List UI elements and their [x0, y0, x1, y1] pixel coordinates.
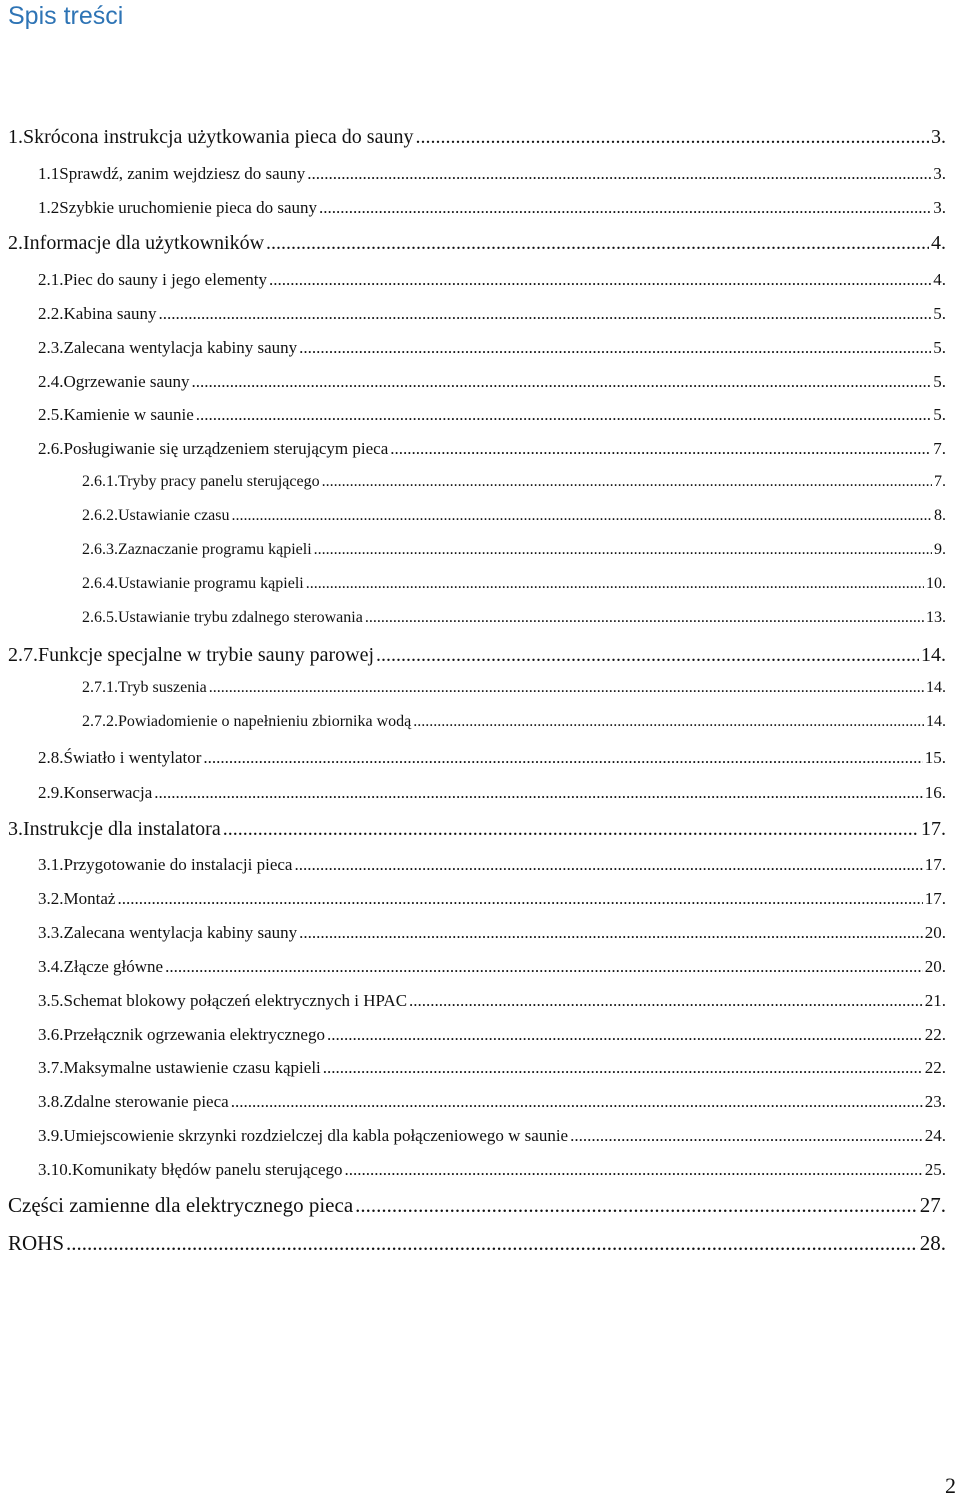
toc-entry-page: 4. [933, 270, 946, 289]
toc-leader-dots [355, 1193, 918, 1218]
toc-entry-title: Ustawianie trybu zdalnego sterowania [118, 609, 363, 626]
toc-entry-title: Ustawianie czasu [118, 507, 230, 524]
toc-leader-dots [231, 1092, 923, 1112]
toc-entry-title: Przygotowanie do instalacji pieca [63, 855, 293, 874]
toc-leader-dots [159, 304, 932, 324]
toc-entry-page: 5. [933, 304, 946, 323]
toc-entry-title: Sprawdź, zanim wejdziesz do sauny [59, 164, 306, 183]
toc-entry-number: 3. [8, 818, 23, 840]
toc-entry[interactable] [38, 405, 946, 425]
toc-entry-number: 2.2. [38, 304, 64, 323]
toc-entry-title: Przełącznik ogrzewania elektrycznego [63, 1025, 325, 1044]
toc-leader-dots [232, 507, 932, 525]
toc-entry[interactable] [38, 1160, 946, 1180]
toc-entry-page: 20. [924, 957, 946, 976]
toc-entry-number: 3.8. [38, 1092, 64, 1111]
toc-leader-dots [299, 923, 923, 943]
toc-leader-dots [390, 439, 931, 459]
toc-entry[interactable] [82, 609, 946, 627]
toc-entry[interactable] [38, 270, 946, 290]
toc-entry[interactable] [82, 507, 946, 525]
toc-leader-dots [66, 1231, 918, 1256]
toc-entry-page: 22. [924, 1058, 946, 1077]
toc-entry-page: 22. [924, 1025, 946, 1044]
toc-entry[interactable] [38, 164, 946, 184]
toc-leader-dots [203, 748, 922, 768]
toc-entry-page: 3. [933, 164, 946, 183]
toc-entry-number: 3.2. [38, 889, 64, 908]
toc-entry[interactable] [8, 126, 946, 149]
toc-leader-dots [409, 991, 923, 1011]
toc-entry-number: 3.5. [38, 991, 64, 1010]
toc-leader-dots [165, 957, 923, 977]
toc-entry[interactable] [38, 1058, 946, 1078]
toc-entry-title: Tryby pracy panelu sterującego [118, 473, 320, 490]
toc-entry-page: 15. [924, 748, 946, 767]
toc-entry[interactable] [38, 1092, 946, 1112]
toc-entry-page: 27. [919, 1193, 946, 1217]
toc-entry-page: 10. [926, 575, 946, 592]
toc-leader-dots [192, 372, 932, 392]
toc-entry-page: 14. [926, 679, 946, 696]
toc-entry-title: Kamienie w saunie [63, 405, 194, 424]
toc-entry-number: 2.7. [8, 644, 38, 666]
toc-entry-page: 8. [934, 507, 946, 524]
toc-entry[interactable] [38, 198, 946, 218]
toc-entry[interactable] [82, 541, 946, 559]
toc-entry-number: 2.5. [38, 405, 64, 424]
toc-entry-title: Funkcje specjalne w trybie sauny parowej [38, 644, 375, 666]
toc-entry-number: 2.6.5. [82, 609, 118, 626]
toc-entry-title: Szybkie uruchomienie pieca do sauny [59, 198, 318, 217]
toc-leader-dots [209, 679, 924, 697]
page-number: 2 [945, 1473, 956, 1498]
toc-entry-title: Piec do sauny i jego elementy [63, 270, 267, 289]
toc-entry-title: Posługiwanie się urządzeniem sterującym pieca [63, 439, 389, 458]
toc-entry-page: 13. [926, 609, 946, 626]
toc-leader-dots [322, 473, 932, 491]
toc-entry-title: Części zamienne dla elektrycznego pieca [8, 1193, 354, 1217]
toc-leader-dots [415, 126, 929, 149]
toc-entry-number: 3.10. [38, 1160, 72, 1179]
toc-entry[interactable] [38, 889, 946, 909]
toc-leader-dots [306, 575, 924, 593]
toc-entry-number: 1. [8, 126, 23, 148]
toc-entry-title: Powiadomienie o napełnieniu zbiornika wodą [118, 713, 412, 730]
toc-entry[interactable] [38, 991, 946, 1011]
toc-entry-title: Schemat blokowy połączeń elektrycznych i HPAC [63, 991, 408, 1010]
toc-entry-page: 3. [931, 126, 946, 148]
toc-entry-title: Światło i wentylator [63, 748, 202, 767]
toc-leader-dots [365, 609, 924, 627]
toc-entry-page: 14. [921, 644, 946, 666]
toc-entry-title: Tryb suszenia [118, 679, 207, 696]
toc-leader-dots [117, 889, 922, 909]
toc-entry-title: Montaż [63, 889, 116, 908]
toc-leader-dots [376, 644, 919, 667]
toc-entry[interactable] [38, 957, 946, 977]
toc-entry[interactable] [38, 783, 946, 803]
page-title: Spis treści [8, 2, 124, 30]
toc-entry-page: 17. [921, 818, 946, 840]
toc-entry[interactable] [38, 855, 946, 875]
toc-leader-dots [413, 713, 924, 731]
toc-entry-number: 2.9. [38, 783, 64, 802]
toc-leader-dots [294, 855, 922, 875]
toc-entry-number: 1.2 [38, 198, 60, 217]
toc-entry-page: 25. [924, 1160, 946, 1179]
toc-entry-page: 24. [924, 1126, 946, 1145]
toc-leader-dots [327, 1025, 923, 1045]
toc-entry[interactable] [38, 748, 946, 768]
toc-entry[interactable] [8, 232, 946, 255]
toc-entry-number: 3.9. [38, 1126, 64, 1145]
toc-leader-dots [323, 1058, 923, 1078]
toc-entry-page: 21. [924, 991, 946, 1010]
toc-entry-page: 3. [933, 198, 946, 217]
toc-entry[interactable] [82, 679, 946, 697]
toc-entry[interactable] [8, 1231, 946, 1256]
toc-leader-dots [269, 270, 931, 290]
toc-entry-title: Ogrzewanie sauny [63, 372, 190, 391]
toc-entry[interactable] [38, 1025, 946, 1045]
toc-entry-number: 3.7. [38, 1058, 64, 1077]
toc-leader-dots [570, 1126, 923, 1146]
toc-entry-title: Zdalne sterowanie pieca [63, 1092, 229, 1111]
toc-leader-dots [307, 164, 931, 184]
toc-leader-dots [266, 232, 929, 255]
toc-entry-page: 14. [926, 713, 946, 730]
toc-entry-title: Instrukcje dla instalatora [23, 818, 221, 840]
toc-entry-page: 4. [931, 232, 946, 254]
toc-entry-title: Umiejscowienie skrzynki rozdzielczej dla kabla połączeniowego w saunie [63, 1126, 569, 1145]
toc-entry-title: Maksymalne ustawienie czasu kąpieli [63, 1058, 321, 1077]
toc-entry-number: 2.6.2. [82, 507, 118, 524]
toc-entry[interactable] [38, 372, 946, 392]
toc-entry-page: 28. [919, 1231, 946, 1255]
toc-entry-number: 2.3. [38, 338, 64, 357]
toc-entry[interactable] [82, 575, 946, 593]
toc-entry-number: 3.4. [38, 957, 64, 976]
toc-leader-dots [345, 1160, 923, 1180]
toc-entry-title: Zaznaczanie programu kąpieli [118, 541, 312, 558]
toc-entry[interactable] [82, 713, 946, 731]
toc-entry-number: 2.7.1. [82, 679, 118, 696]
toc-entry[interactable] [38, 304, 946, 324]
toc-entry-page: 17. [924, 855, 946, 874]
toc-entry[interactable] [82, 473, 946, 491]
toc-entry-number: 2.6. [38, 439, 64, 458]
toc-entry-title: Złącze główne [63, 957, 164, 976]
toc-leader-dots [319, 198, 931, 218]
toc-entry-number: 2. [8, 232, 23, 254]
toc-entry-number: 2.1. [38, 270, 64, 289]
toc-entry-number: 1.1 [38, 164, 60, 183]
toc-entry-page: 20. [924, 923, 946, 942]
toc-entry[interactable] [38, 1126, 946, 1146]
toc-leader-dots [154, 783, 923, 803]
toc-entry-number: 2.6.3. [82, 541, 118, 558]
toc-entry-page: 7. [934, 473, 946, 490]
toc-entry-title: Skrócona instrukcja użytkowania pieca do sauny [23, 126, 414, 148]
toc-entry-title: Komunikaty błędów panelu sterującego [72, 1160, 343, 1179]
toc-entry-page: 16. [924, 783, 946, 802]
toc-entry-number: 2.6.1. [82, 473, 118, 490]
toc-entry-number: 2.4. [38, 372, 64, 391]
toc-entry-number: 3.6. [38, 1025, 64, 1044]
toc-entry-title: Ustawianie programu kąpieli [118, 575, 304, 592]
toc-entry[interactable] [38, 923, 946, 943]
toc-leader-dots [299, 338, 931, 358]
toc-entry-title: Zalecana wentylacja kabiny sauny [63, 923, 298, 942]
toc-leader-dots [196, 405, 931, 425]
toc-entry-number: 2.6.4. [82, 575, 118, 592]
toc-entry-title: Informacje dla użytkowników [23, 232, 265, 254]
toc-entry-page: 7. [933, 439, 946, 458]
toc-entry[interactable] [38, 439, 946, 459]
toc-leader-dots [223, 818, 919, 841]
toc-entry-title: Zalecana wentylacja kabiny sauny [63, 338, 298, 357]
toc-entry-number: 2.8. [38, 748, 64, 767]
toc-entry-page: 5. [933, 338, 946, 357]
toc-entry-title: Kabina sauny [63, 304, 157, 323]
toc-entry-title: ROHS [8, 1231, 65, 1255]
toc-entry[interactable] [8, 1193, 946, 1218]
toc-entry-page: 17. [924, 889, 946, 908]
toc-entry[interactable] [8, 818, 946, 841]
toc-entry-number: 3.3. [38, 923, 64, 942]
toc-entry-number: 3.1. [38, 855, 64, 874]
toc-entry[interactable] [8, 644, 946, 667]
toc-leader-dots [314, 541, 932, 559]
toc-entry-page: 5. [933, 405, 946, 424]
toc-entry-title: Konserwacja [63, 783, 153, 802]
toc-entry-page: 9. [934, 541, 946, 558]
toc-entry-page: 5. [933, 372, 946, 391]
toc-entry-number: 2.7.2. [82, 713, 118, 730]
toc-entry[interactable] [38, 338, 946, 358]
toc-entry-page: 23. [924, 1092, 946, 1111]
